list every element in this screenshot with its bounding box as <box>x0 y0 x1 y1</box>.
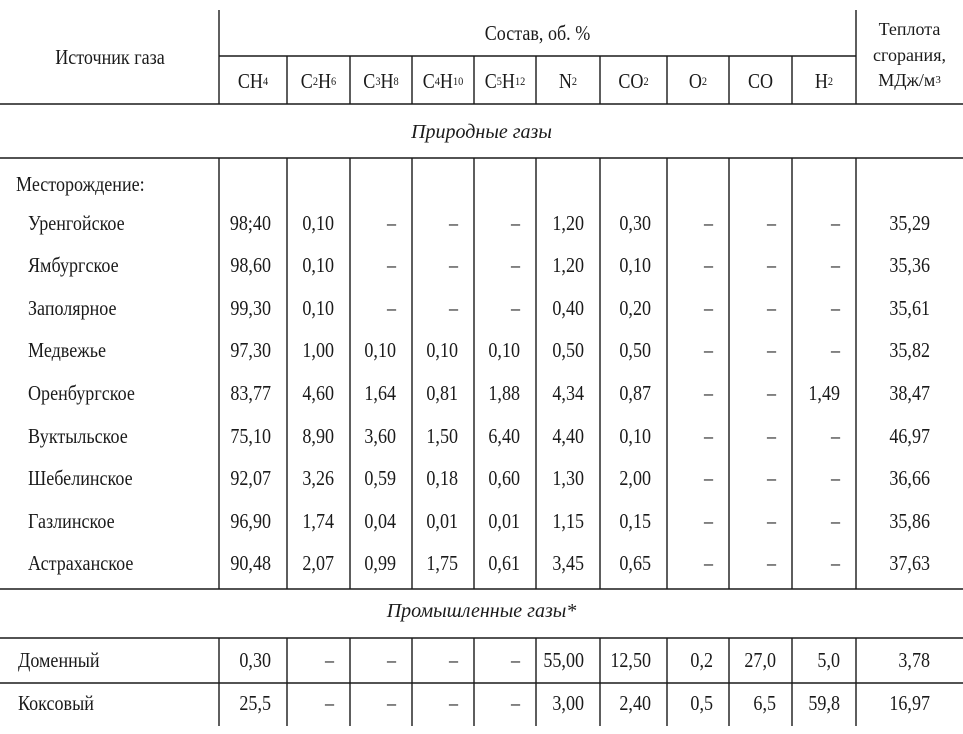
composition-value: – <box>830 295 840 320</box>
composition-value: – <box>830 551 840 576</box>
composition-value: 83,77 <box>230 380 271 405</box>
column-header-5 <box>540 66 595 96</box>
composition-value: 2,00 <box>619 466 651 491</box>
composition-value: – <box>830 253 840 278</box>
formula-subscript: 8 <box>393 74 399 88</box>
composition-value: – <box>703 508 713 533</box>
formula-subscript: 2 <box>312 74 319 88</box>
heat-value: 46,97 <box>889 423 930 448</box>
composition-value: 0,10 <box>302 253 334 278</box>
composition-value: 92,07 <box>230 466 271 491</box>
composition-value: 0,2 <box>690 647 713 672</box>
composition-value: 0,30 <box>239 647 271 672</box>
section-industrial-gases: Промышленные газы* <box>386 600 577 622</box>
heat-header-line2: сгорания, <box>873 45 946 65</box>
heat-value: 35,29 <box>889 210 930 235</box>
gas-source-name: Шебелинское <box>28 466 133 491</box>
formula-subscript: 12 <box>514 74 526 88</box>
composition-value: 6,40 <box>488 423 520 448</box>
source-column-header: Источник газа <box>55 44 165 69</box>
composition-value: 0,10 <box>488 338 520 363</box>
composition-value: – <box>766 210 776 235</box>
composition-value: 0,40 <box>552 295 584 320</box>
composition-value: – <box>510 295 520 320</box>
composition-value: 0,59 <box>364 466 396 491</box>
composition-value: 1,64 <box>364 380 396 405</box>
composition-value: 3,60 <box>364 423 396 448</box>
composition-value: – <box>510 210 520 235</box>
heat-value: 36,66 <box>889 466 930 491</box>
composition-value: 1,74 <box>302 508 334 533</box>
composition-value: 99,30 <box>230 295 271 320</box>
composition-value: 0,50 <box>552 338 584 363</box>
composition-value: 0,10 <box>302 210 334 235</box>
gas-source-name: Уренгойское <box>28 210 125 235</box>
composition-value: 1,88 <box>488 380 520 405</box>
column-header-2 <box>354 66 407 96</box>
formula-base: O <box>688 68 702 93</box>
composition-value: 3,26 <box>302 466 334 491</box>
column-header-0 <box>224 66 282 96</box>
formula-subscript: 6 <box>331 74 337 88</box>
composition-value: – <box>386 690 396 715</box>
composition-value: 0,01 <box>426 508 458 533</box>
gas-source-name: Коксовый <box>18 690 94 715</box>
composition-value: – <box>766 295 776 320</box>
formula-base: C <box>422 68 435 93</box>
composition-value: 97,30 <box>230 338 271 363</box>
formula-subscript: 4 <box>262 74 269 88</box>
composition-value: 55,00 <box>543 647 584 672</box>
composition-value: – <box>448 295 458 320</box>
formula-base: CH <box>237 68 263 93</box>
heat-unit-base: МДж/м <box>878 70 936 90</box>
composition-value: – <box>830 508 840 533</box>
composition-value: 75,10 <box>230 423 271 448</box>
heat-value: 3,78 <box>898 647 930 672</box>
column-header-9 <box>796 66 851 96</box>
composition-value: 0,65 <box>619 551 651 576</box>
formula-subscript: 10 <box>452 74 464 88</box>
formula-base: C <box>363 68 376 93</box>
formula-base: H <box>380 68 394 93</box>
composition-value: – <box>510 690 520 715</box>
heat-value: 35,86 <box>889 508 930 533</box>
gas-source-name: Ямбургское <box>28 253 119 278</box>
composition-value: – <box>830 210 840 235</box>
composition-value: – <box>766 380 776 405</box>
column-header-6 <box>605 66 663 96</box>
composition-value: 25,5 <box>239 690 271 715</box>
composition-value: – <box>324 647 334 672</box>
composition-value: 0,20 <box>619 295 651 320</box>
composition-value: 3,00 <box>552 690 584 715</box>
heat-value: 35,82 <box>889 338 930 363</box>
column-header-3 <box>416 66 469 96</box>
formula-base: C <box>484 68 497 93</box>
section-natural-gases: Природные газы <box>411 121 552 143</box>
formula-subscript: 2 <box>701 74 708 88</box>
composition-value: 0,04 <box>364 508 396 533</box>
composition-value: 1,30 <box>552 466 584 491</box>
deposit-label: Месторождение: <box>16 171 145 196</box>
composition-value: 1,75 <box>426 551 458 576</box>
formula-base: C <box>300 68 313 93</box>
composition-value: – <box>703 338 713 363</box>
composition-value: 0,10 <box>619 423 651 448</box>
composition-value: 2,40 <box>619 690 651 715</box>
composition-value: – <box>766 253 776 278</box>
composition-value: – <box>766 551 776 576</box>
composition-value: 27,0 <box>744 647 776 672</box>
composition-value: – <box>766 338 776 363</box>
composition-value: 59,8 <box>808 690 840 715</box>
composition-value: 6,5 <box>753 690 776 715</box>
heat-value: 16,97 <box>889 690 930 715</box>
composition-value: – <box>703 253 713 278</box>
column-header-8 <box>733 66 787 96</box>
composition-value: 0,10 <box>302 295 334 320</box>
composition-value: 4,40 <box>552 423 584 448</box>
formula-base: H <box>501 68 515 93</box>
composition-value: – <box>703 423 713 448</box>
composition-value: 90,48 <box>230 551 271 576</box>
formula-subscript: 2 <box>643 74 649 88</box>
composition-value: 1,15 <box>552 508 584 533</box>
composition-header: Состав, об. % <box>484 20 591 45</box>
composition-value: 0,99 <box>364 551 396 576</box>
heat-header-unit <box>856 68 963 92</box>
formula-subscript: 2 <box>571 74 578 88</box>
composition-value: – <box>510 253 520 278</box>
composition-value: 4,34 <box>552 380 584 405</box>
composition-value: – <box>448 253 458 278</box>
composition-value: – <box>386 253 396 278</box>
composition-value: – <box>386 647 396 672</box>
heat-value: 37,63 <box>889 551 930 576</box>
composition-value: – <box>386 295 396 320</box>
gas-source-name: Газлинское <box>28 508 115 533</box>
composition-value: – <box>510 647 520 672</box>
composition-value: – <box>703 295 713 320</box>
composition-value: 1,20 <box>552 253 584 278</box>
composition-value: – <box>448 210 458 235</box>
formula-base: N <box>558 68 572 93</box>
composition-value: – <box>448 690 458 715</box>
composition-value: – <box>703 466 713 491</box>
composition-value: 12,50 <box>610 647 651 672</box>
heat-value: 38,47 <box>889 380 930 405</box>
composition-value: 0,18 <box>426 466 458 491</box>
composition-value: – <box>830 338 840 363</box>
composition-value: 0,10 <box>426 338 458 363</box>
formula-base: H <box>439 68 453 93</box>
gas-source-name: Медвежье <box>28 338 106 363</box>
composition-value: 1,50 <box>426 423 458 448</box>
composition-value: 0,10 <box>364 338 396 363</box>
composition-value: – <box>830 423 840 448</box>
gas-source-name: Астраханское <box>28 551 134 576</box>
composition-value: 0,15 <box>619 508 651 533</box>
composition-value: 2,07 <box>302 551 334 576</box>
composition-value: – <box>448 647 458 672</box>
composition-value: – <box>703 380 713 405</box>
composition-value: – <box>703 210 713 235</box>
composition-value: 1,49 <box>808 380 840 405</box>
formula-subscript: 2 <box>827 74 834 88</box>
heat-value: 35,61 <box>889 295 930 320</box>
heat-header-line1: Теплота <box>878 19 941 39</box>
composition-value: – <box>766 508 776 533</box>
gas-source-name: Доменный <box>18 647 100 672</box>
composition-value: 5,0 <box>817 647 840 672</box>
composition-value: 0,60 <box>488 466 520 491</box>
composition-value: 4,60 <box>302 380 334 405</box>
composition-value: 0,50 <box>619 338 651 363</box>
composition-value: 98;40 <box>229 210 271 235</box>
column-header-7 <box>671 66 724 96</box>
composition-value: 0,30 <box>619 210 651 235</box>
composition-value: – <box>324 690 334 715</box>
formula-base: CO <box>618 68 644 93</box>
composition-value: 0,5 <box>690 690 713 715</box>
gas-source-name: Заполярное <box>28 295 117 320</box>
gas-source-name: Оренбургское <box>28 380 135 405</box>
composition-value: – <box>386 210 396 235</box>
composition-value: 0,87 <box>619 380 651 405</box>
composition-value: 0,10 <box>619 253 651 278</box>
formula-subscript: 4 <box>434 74 440 88</box>
heat-unit-exponent: 3 <box>935 73 941 86</box>
column-header-4 <box>478 66 531 96</box>
composition-value: 1,20 <box>552 210 584 235</box>
composition-value: 98,60 <box>230 253 271 278</box>
gas-source-name: Вуктыльское <box>28 423 128 448</box>
composition-value: 0,61 <box>488 551 520 576</box>
composition-value: 8,90 <box>302 423 334 448</box>
composition-value: 1,00 <box>302 338 334 363</box>
formula-subscript: 5 <box>496 74 502 88</box>
composition-value: 0,01 <box>488 508 520 533</box>
composition-value: 0,81 <box>426 380 458 405</box>
composition-value: – <box>766 423 776 448</box>
composition-value: 96,90 <box>230 508 271 533</box>
composition-value: – <box>766 466 776 491</box>
composition-value: – <box>830 466 840 491</box>
formula-subscript: 3 <box>375 74 381 88</box>
heat-value: 35,36 <box>889 253 930 278</box>
formula-base: H <box>318 68 332 93</box>
composition-value: – <box>703 551 713 576</box>
formula-base: CO <box>747 68 774 93</box>
column-header-1 <box>291 66 345 96</box>
formula-base: H <box>814 68 828 93</box>
composition-value: 3,45 <box>552 551 584 576</box>
